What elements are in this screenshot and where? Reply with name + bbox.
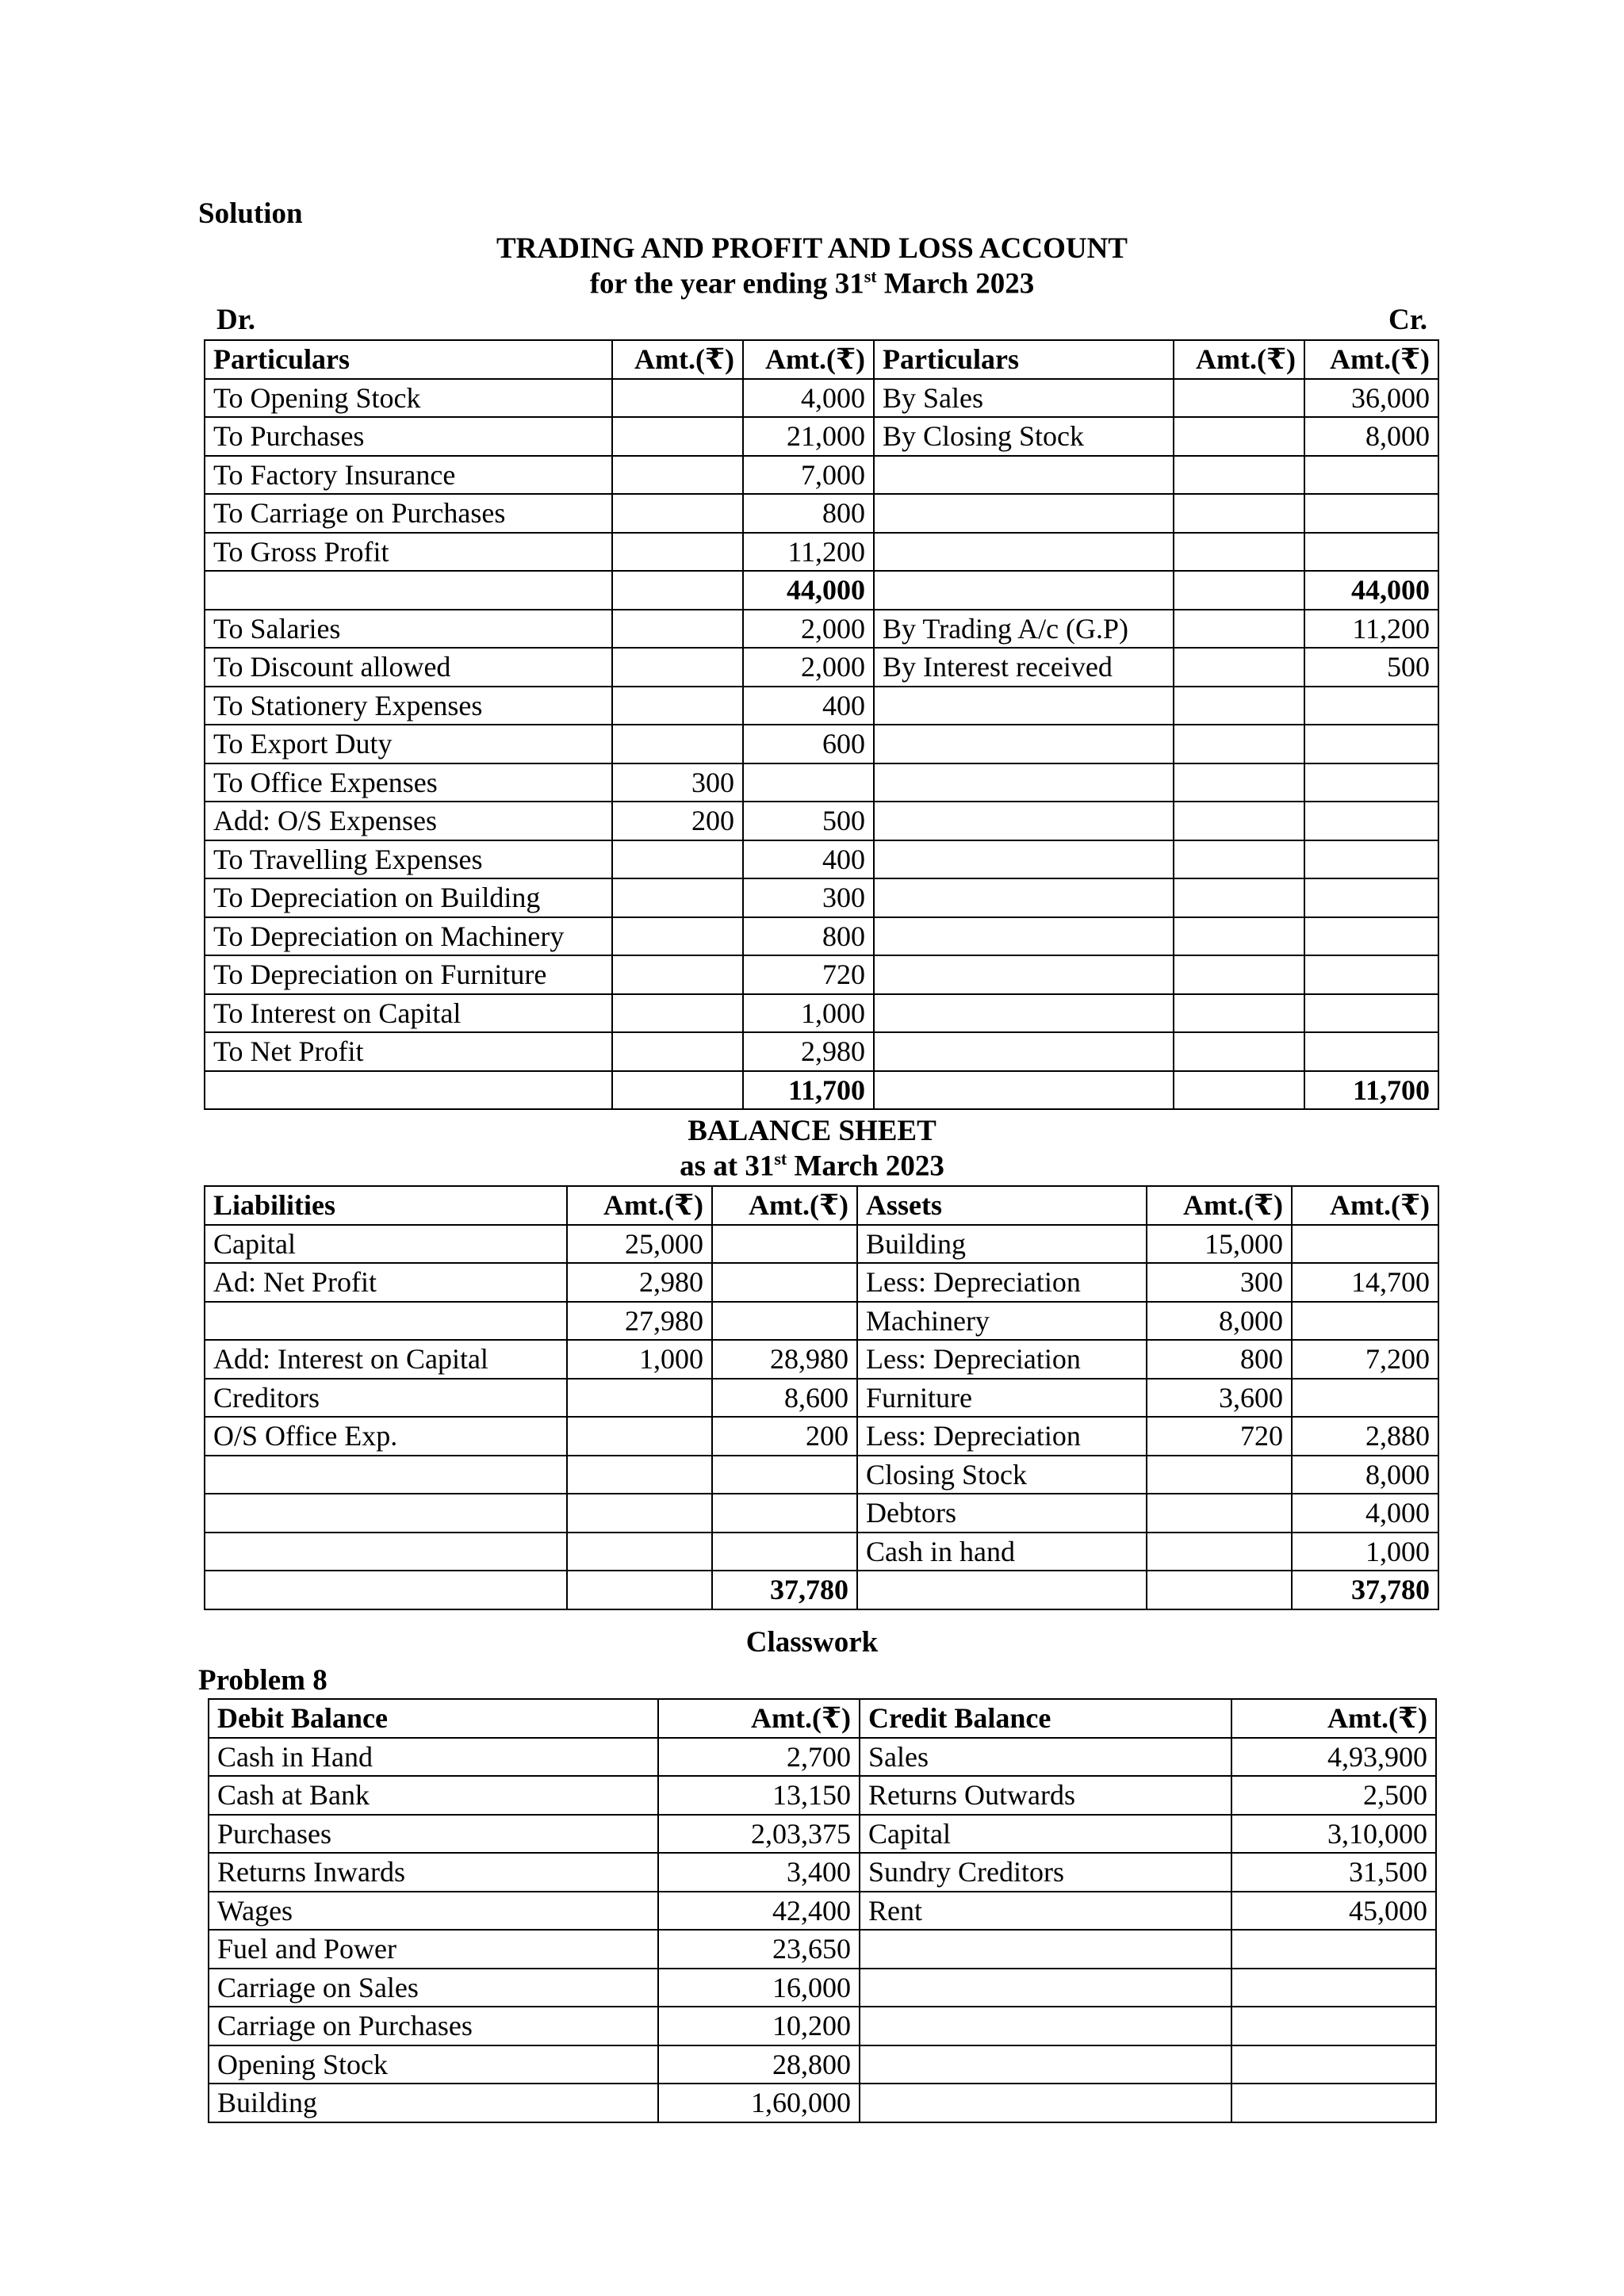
trading-cell (1304, 840, 1438, 879)
trading-cell: By Sales (874, 379, 1174, 418)
trading-row (205, 610, 1438, 649)
trading-cell: 44,000 (1304, 571, 1438, 610)
balance-cell: 200 (712, 1417, 857, 1456)
balance-cell: Creditors (205, 1379, 567, 1418)
trading-cell (612, 955, 743, 994)
balance-cell: 3,600 (1147, 1379, 1292, 1418)
trading-cell: 2,000 (743, 610, 874, 649)
classwork-row (209, 1815, 1436, 1854)
balance-cell: 8,600 (712, 1379, 857, 1418)
trading-cell (1304, 456, 1438, 495)
balance-cell: 7,200 (1292, 1340, 1438, 1379)
trading-row (205, 725, 1438, 763)
trading-cell (1304, 687, 1438, 725)
balance-cell: Building (857, 1225, 1147, 1264)
classwork-cell: 31,500 (1231, 1853, 1436, 1892)
balance-cell: Capital (205, 1225, 567, 1264)
classwork-cell: Purchases (209, 1815, 658, 1854)
classwork-cell (860, 2084, 1231, 2122)
trading-cell: 2,980 (743, 1032, 874, 1071)
trading-cell (1174, 725, 1304, 763)
classwork-header-cell: Debit Balance (209, 1699, 658, 1738)
trading-cell (612, 379, 743, 418)
trading-cell: 200 (612, 802, 743, 840)
balance-header-cell: Assets (857, 1186, 1147, 1225)
balance-cell (567, 1494, 712, 1533)
classwork-cell (860, 1969, 1231, 2007)
classwork-cell: 4,93,900 (1231, 1738, 1436, 1777)
classwork-cell: 2,03,375 (658, 1815, 860, 1854)
balance-row (205, 1302, 1438, 1341)
trading-cell: To Purchases (205, 417, 612, 456)
balance-cell (205, 1494, 567, 1533)
classwork-cell: Opening Stock (209, 2045, 658, 2084)
trading-cell (1174, 417, 1304, 456)
trading-cell (1174, 533, 1304, 572)
balance-header-cell: Amt.(₹) (712, 1186, 857, 1225)
trading-cell: By Interest received (874, 648, 1174, 687)
trading-cell (1174, 571, 1304, 610)
trading-cell: 600 (743, 725, 874, 763)
trading-cell (612, 917, 743, 956)
classwork-header-cell: Amt.(₹) (1231, 1699, 1436, 1738)
trading-row (205, 417, 1438, 456)
classwork-header-row (209, 1699, 1436, 1738)
trading-cell (1174, 955, 1304, 994)
balance-cell: 720 (1147, 1417, 1292, 1456)
trading-cell (1174, 1071, 1304, 1110)
trading-cell: 21,000 (743, 417, 874, 456)
trading-cell: By Closing Stock (874, 417, 1174, 456)
problem-label: Problem 8 (198, 1664, 327, 1697)
classwork-cell (1231, 1930, 1436, 1969)
classwork-cell: Capital (860, 1815, 1231, 1854)
trading-header-cell: Amt.(₹) (743, 340, 874, 379)
balance-cell: 4,000 (1292, 1494, 1438, 1533)
trading-cell (743, 763, 874, 802)
trading-cell (1174, 994, 1304, 1033)
balance-row (205, 1340, 1438, 1379)
trading-row (205, 1071, 1438, 1110)
trading-header-cell: Particulars (874, 340, 1174, 379)
balance-cell (1292, 1302, 1438, 1341)
trading-cell: 7,000 (743, 456, 874, 495)
trading-header-cell: Amt.(₹) (1174, 340, 1304, 379)
trading-cell (874, 571, 1174, 610)
trading-cell (612, 1071, 743, 1110)
trading-row (205, 533, 1438, 572)
classwork-cell (1231, 2007, 1436, 2045)
classwork-cell (860, 1930, 1231, 1969)
classwork-cell: Rent (860, 1892, 1231, 1931)
classwork-header-cell: Amt.(₹) (658, 1699, 860, 1738)
balance-cell: Debtors (857, 1494, 1147, 1533)
balance-row (205, 1533, 1438, 1571)
balance-header-row (205, 1186, 1438, 1225)
balance-cell: O/S Office Exp. (205, 1417, 567, 1456)
trading-cell: Add: O/S Expenses (205, 802, 612, 840)
trading-cell (874, 802, 1174, 840)
trading-cell: 300 (743, 878, 874, 917)
classwork-row (209, 2007, 1436, 2045)
balance-cell: Cash in hand (857, 1533, 1147, 1571)
balance-cell: 1,000 (1292, 1533, 1438, 1571)
trading-cell (612, 840, 743, 879)
balance-row (205, 1571, 1438, 1609)
classwork-cell (1231, 2045, 1436, 2084)
trading-cell (874, 533, 1174, 572)
trading-cell (612, 687, 743, 725)
classwork-cell: 3,400 (658, 1853, 860, 1892)
trading-cell (874, 1032, 1174, 1071)
classwork-cell (1231, 2084, 1436, 2122)
trading-title: TRADING AND PROFIT AND LOSS ACCOUNT (496, 232, 1128, 265)
balance-cell: 25,000 (567, 1225, 712, 1264)
balance-cell: 2,880 (1292, 1417, 1438, 1456)
trading-row (205, 763, 1438, 802)
trading-row (205, 802, 1438, 840)
classwork-row (209, 1892, 1436, 1931)
classwork-cell: Fuel and Power (209, 1930, 658, 1969)
trading-cell: To Net Profit (205, 1032, 612, 1071)
trading-cell: 300 (612, 763, 743, 802)
trading-cell: 4,000 (743, 379, 874, 418)
classwork-cell: Sundry Creditors (860, 1853, 1231, 1892)
classwork-row (209, 1853, 1436, 1892)
trading-row (205, 1032, 1438, 1071)
classwork-cell (860, 2007, 1231, 2045)
trading-row (205, 494, 1438, 533)
balance-header-cell: Liabilities (205, 1186, 567, 1225)
balance-sheet-table (204, 1185, 1439, 1610)
trading-cell: To Office Expenses (205, 763, 612, 802)
classwork-cell (860, 2045, 1231, 2084)
trading-cell (612, 648, 743, 687)
solution-label: Solution (198, 197, 303, 230)
trading-cell (1304, 802, 1438, 840)
trading-cell: To Depreciation on Furniture (205, 955, 612, 994)
trading-cell (874, 994, 1174, 1033)
trading-cell (612, 610, 743, 649)
classwork-cell: 16,000 (658, 1969, 860, 2007)
classwork-row (209, 1738, 1436, 1777)
classwork-cell: Carriage on Purchases (209, 2007, 658, 2045)
classwork-row (209, 1969, 1436, 2007)
trading-cell: To Depreciation on Machinery (205, 917, 612, 956)
trading-cell: 500 (743, 802, 874, 840)
trading-cell (874, 725, 1174, 763)
balance-cell: Add: Interest on Capital (205, 1340, 567, 1379)
classwork-cell: Wages (209, 1892, 658, 1931)
balance-cell: Ad: Net Profit (205, 1263, 567, 1302)
trading-cell: 11,700 (743, 1071, 874, 1110)
trading-cell (1174, 840, 1304, 879)
trading-cell (1174, 610, 1304, 649)
trading-cell: To Depreciation on Building (205, 878, 612, 917)
trading-cell (874, 456, 1174, 495)
balance-row (205, 1225, 1438, 1264)
trading-cell (874, 494, 1174, 533)
balance-cell (567, 1456, 712, 1494)
classwork-row (209, 1930, 1436, 1969)
balance-cell (1147, 1494, 1292, 1533)
trading-row (205, 648, 1438, 687)
classwork-cell: 45,000 (1231, 1892, 1436, 1931)
classwork-cell: 2,700 (658, 1738, 860, 1777)
trading-cell (1304, 763, 1438, 802)
balance-cell (205, 1533, 567, 1571)
trading-cell (874, 917, 1174, 956)
trading-cell (1174, 878, 1304, 917)
classwork-cell: 23,650 (658, 1930, 860, 1969)
trading-cell: To Salaries (205, 610, 612, 649)
balance-cell: Less: Depreciation (857, 1417, 1147, 1456)
classwork-row (209, 2084, 1436, 2122)
balance-cell (712, 1263, 857, 1302)
trading-cell (1304, 533, 1438, 572)
trading-row (205, 379, 1438, 418)
trading-row (205, 878, 1438, 917)
balance-cell (857, 1571, 1147, 1609)
balance-cell: 8,000 (1292, 1456, 1438, 1494)
trading-cell (612, 456, 743, 495)
trading-cell: To Interest on Capital (205, 994, 612, 1033)
trading-cell: 11,200 (743, 533, 874, 572)
balance-cell: 8,000 (1147, 1302, 1292, 1341)
trading-cell: 1,000 (743, 994, 874, 1033)
classwork-cell: Returns Inwards (209, 1853, 658, 1892)
balance-cell (1147, 1533, 1292, 1571)
cr-label: Cr. (1388, 304, 1427, 336)
trading-cell (1174, 1032, 1304, 1071)
classwork-cell: 13,150 (658, 1776, 860, 1815)
classwork-cell: 2,500 (1231, 1776, 1436, 1815)
balance-subtitle: as at 31st March 2023 (680, 1149, 944, 1183)
trading-header-cell: Amt.(₹) (612, 340, 743, 379)
balance-cell: Furniture (857, 1379, 1147, 1418)
trading-cell: 11,700 (1304, 1071, 1438, 1110)
trading-cell: By Trading A/c (G.P) (874, 610, 1174, 649)
balance-cell: Closing Stock (857, 1456, 1147, 1494)
trading-cell (1304, 494, 1438, 533)
trading-cell: 800 (743, 917, 874, 956)
trading-pl-table (204, 339, 1439, 1110)
classwork-header-cell: Credit Balance (860, 1699, 1231, 1738)
balance-row (205, 1417, 1438, 1456)
classwork-cell: Cash in Hand (209, 1738, 658, 1777)
trading-cell: 11,200 (1304, 610, 1438, 649)
classwork-cell: 28,800 (658, 2045, 860, 2084)
trading-cell: 36,000 (1304, 379, 1438, 418)
trading-cell (1304, 955, 1438, 994)
trading-cell (612, 994, 743, 1033)
balance-cell (567, 1379, 712, 1418)
trading-cell: 400 (743, 840, 874, 879)
classwork-cell: Returns Outwards (860, 1776, 1231, 1815)
trading-cell (1174, 494, 1304, 533)
classwork-cell: Sales (860, 1738, 1231, 1777)
classwork-row (209, 1776, 1436, 1815)
trading-cell (612, 417, 743, 456)
trading-cell: 800 (743, 494, 874, 533)
classwork-cell: Cash at Bank (209, 1776, 658, 1815)
classwork-cell: Building (209, 2084, 658, 2122)
balance-cell: 14,700 (1292, 1263, 1438, 1302)
trading-cell: 8,000 (1304, 417, 1438, 456)
balance-cell (712, 1225, 857, 1264)
balance-cell (1147, 1456, 1292, 1494)
trading-cell (874, 1071, 1174, 1110)
trading-cell (205, 571, 612, 610)
trading-row (205, 955, 1438, 994)
trading-header-row (205, 340, 1438, 379)
trading-row (205, 687, 1438, 725)
trading-header-cell: Particulars (205, 340, 612, 379)
balance-cell: 2,980 (567, 1263, 712, 1302)
trading-subtitle: for the year ending 31st March 2023 (589, 266, 1035, 300)
balance-cell (567, 1417, 712, 1456)
balance-cell (712, 1456, 857, 1494)
trading-cell (874, 763, 1174, 802)
balance-cell (712, 1302, 857, 1341)
balance-cell: 37,780 (712, 1571, 857, 1609)
balance-row (205, 1379, 1438, 1418)
trading-cell (874, 955, 1174, 994)
trading-cell (1174, 648, 1304, 687)
trading-row (205, 571, 1438, 610)
balance-cell (1292, 1225, 1438, 1264)
trading-cell (612, 571, 743, 610)
trading-cell: 720 (743, 955, 874, 994)
classwork-cell: 10,200 (658, 2007, 860, 2045)
classwork-title: Classwork (745, 1626, 879, 1659)
trading-header-cell: Amt.(₹) (1304, 340, 1438, 379)
trading-cell: 2,000 (743, 648, 874, 687)
balance-cell: 800 (1147, 1340, 1292, 1379)
classwork-cell: 42,400 (658, 1892, 860, 1931)
balance-cell (567, 1533, 712, 1571)
balance-cell: 28,980 (712, 1340, 857, 1379)
balance-cell (205, 1302, 567, 1341)
balance-cell (712, 1494, 857, 1533)
balance-row (205, 1263, 1438, 1302)
classwork-cell (1231, 1969, 1436, 2007)
classwork-cell: 3,10,000 (1231, 1815, 1436, 1854)
trading-cell: To Stationery Expenses (205, 687, 612, 725)
balance-row (205, 1456, 1438, 1494)
trading-cell (612, 533, 743, 572)
balance-cell (567, 1571, 712, 1609)
problem-8-table (208, 1698, 1437, 2123)
balance-cell: 37,780 (1292, 1571, 1438, 1609)
balance-row (205, 1494, 1438, 1533)
balance-header-cell: Amt.(₹) (1292, 1186, 1438, 1225)
balance-header-cell: Amt.(₹) (1147, 1186, 1292, 1225)
trading-cell (874, 878, 1174, 917)
trading-cell (1304, 994, 1438, 1033)
trading-cell: To Opening Stock (205, 379, 612, 418)
balance-cell: Less: Depreciation (857, 1340, 1147, 1379)
balance-cell: Less: Depreciation (857, 1263, 1147, 1302)
balance-cell: 1,000 (567, 1340, 712, 1379)
balance-cell: 15,000 (1147, 1225, 1292, 1264)
balance-cell (1147, 1571, 1292, 1609)
trading-cell (1174, 917, 1304, 956)
balance-cell: Machinery (857, 1302, 1147, 1341)
trading-row (205, 456, 1438, 495)
trading-cell: 500 (1304, 648, 1438, 687)
classwork-cell: 1,60,000 (658, 2084, 860, 2122)
trading-cell (1304, 725, 1438, 763)
balance-cell: 27,980 (567, 1302, 712, 1341)
trading-cell: To Export Duty (205, 725, 612, 763)
trading-cell (1304, 878, 1438, 917)
classwork-row (209, 2045, 1436, 2084)
trading-cell: 44,000 (743, 571, 874, 610)
classwork-cell: Carriage on Sales (209, 1969, 658, 2007)
trading-cell: To Gross Profit (205, 533, 612, 572)
trading-cell (1304, 1032, 1438, 1071)
trading-row (205, 994, 1438, 1033)
trading-cell (1174, 687, 1304, 725)
trading-cell: To Discount allowed (205, 648, 612, 687)
trading-cell (874, 687, 1174, 725)
balance-cell (712, 1533, 857, 1571)
trading-cell (612, 725, 743, 763)
dr-label: Dr. (216, 304, 255, 336)
trading-cell (1174, 456, 1304, 495)
trading-row (205, 917, 1438, 956)
trading-cell: To Carriage on Purchases (205, 494, 612, 533)
balance-cell (205, 1456, 567, 1494)
trading-cell (205, 1071, 612, 1110)
balance-title: BALANCE SHEET (688, 1115, 936, 1147)
trading-row (205, 840, 1438, 879)
trading-cell (612, 878, 743, 917)
balance-cell: 300 (1147, 1263, 1292, 1302)
balance-cell (205, 1571, 567, 1609)
trading-cell (1174, 802, 1304, 840)
trading-cell (874, 840, 1174, 879)
balance-header-cell: Amt.(₹) (567, 1186, 712, 1225)
trading-cell: To Factory Insurance (205, 456, 612, 495)
trading-cell (612, 1032, 743, 1071)
trading-cell (1174, 379, 1304, 418)
trading-cell: To Travelling Expenses (205, 840, 612, 879)
balance-cell (1292, 1379, 1438, 1418)
trading-cell (1304, 917, 1438, 956)
trading-cell: 400 (743, 687, 874, 725)
trading-cell (1174, 763, 1304, 802)
trading-cell (612, 494, 743, 533)
